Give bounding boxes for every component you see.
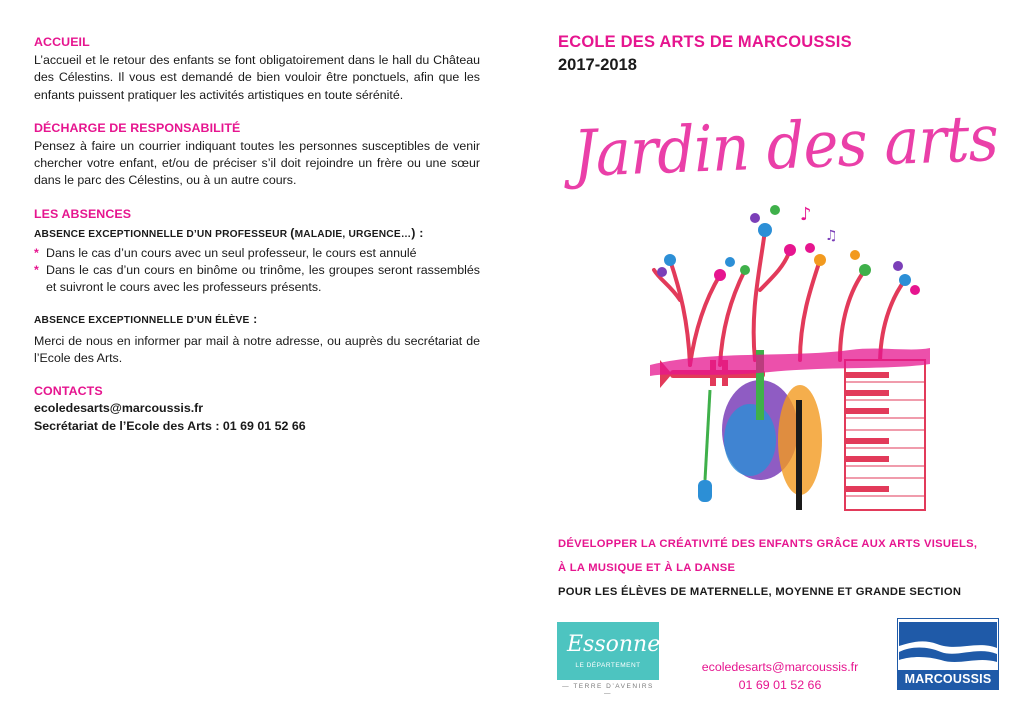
audience-line: POUR LES ÉLÈVES DE MATERNELLE, MOYENNE ET GRANDE SECTION [558,586,962,598]
decharge-title: DÉCHARGE DE RESPONSABILITÉ [34,120,241,135]
contact-phone: Secrétariat de l’Ecole des Arts : 01 69 01 52 66 [34,418,306,433]
paren-close: ) : [411,225,424,240]
absence-professeur-list [34,245,480,297]
essonne-tagline: — TERRE D’AVENIRS — [562,683,654,697]
school-year: 2017-2018 [558,56,637,74]
decharge-text: Pensez à faire un courrier indiquant toutes les personnes susceptibles de venir chercher votre enfant, et/ou de préciser s’il doit rejoindre un frère ou une sœur dans le parc des Célestins, ou à un autre cours. [34,139,480,188]
music-tree-illustration-icon [650,190,930,520]
school-name: ECOLE DES ARTS DE MARCOUSSIS [558,33,852,51]
absence-eleve-text: Merci de nous en informer par mail à notre adresse, ou auprès du secrétariat de l’Ecole des Arts. [34,333,480,366]
info-column [34,34,480,435]
absence-professeur-heading [34,225,480,243]
paren-open: ( [290,225,295,240]
accueil-title: ACCUEIL [34,35,90,49]
essonne-logo [557,622,659,680]
marcoussis-logo-word: MARCOUSSIS [897,670,999,689]
footer-phone: 01 69 01 52 66 [738,678,822,692]
footer-email[interactable]: ecoledesarts@marcoussis.fr [701,660,859,674]
contact-email[interactable]: ecoledesarts@marcoussis.fr [34,401,204,416]
svg-text:♪: ♪ [800,204,812,225]
svg-text:♫: ♫ [825,228,838,244]
absence-reasons: MALADIE, URGENCE… [294,228,412,240]
essonne-logo-sub: LE DÉPARTEMENT [575,662,641,669]
essonne-logo-word: Essonne [567,632,661,657]
accueil-text: L’accueil et le retour des enfants se font obligatoirement dans le hall du Château des Célestins. Il vous est demandé de bien vouloir être ponctuels, afin que les enfants puissent pratiquer les activités artistiques en toute sérénité. [34,53,480,102]
tagline-line-2: À LA MUSIQUE ET À LA DANSE [558,562,736,574]
colon: : [249,311,258,326]
absences-title: LES ABSENCES [34,206,132,221]
contacts-title: CONTACTS [34,384,103,399]
tagline-line-1: DÉVELOPPER LA CRÉATIVITÉ DES ENFANTS GRÂCE AUX ARTS VISUELS, [558,538,978,550]
absence-eleve-label: ABSENCE EXCEPTIONNELLE D’UN ÉLÈVE [34,314,250,326]
absence-eleve-heading [34,311,480,329]
list-item: * Dans le cas d’un cours en binôme ou trinôme, les groupes seront rassemblés et suivront le cours avec les professeurs présents. [34,262,480,296]
absence-professeur-label: ABSENCE EXCEPTIONNELLE D’UN PROFESSEUR [34,228,288,240]
script-title: Jardin des arts [572,101,999,192]
list-item: * Dans le cas d’un cours avec un seul professeur, le cours est annulé [34,245,480,262]
